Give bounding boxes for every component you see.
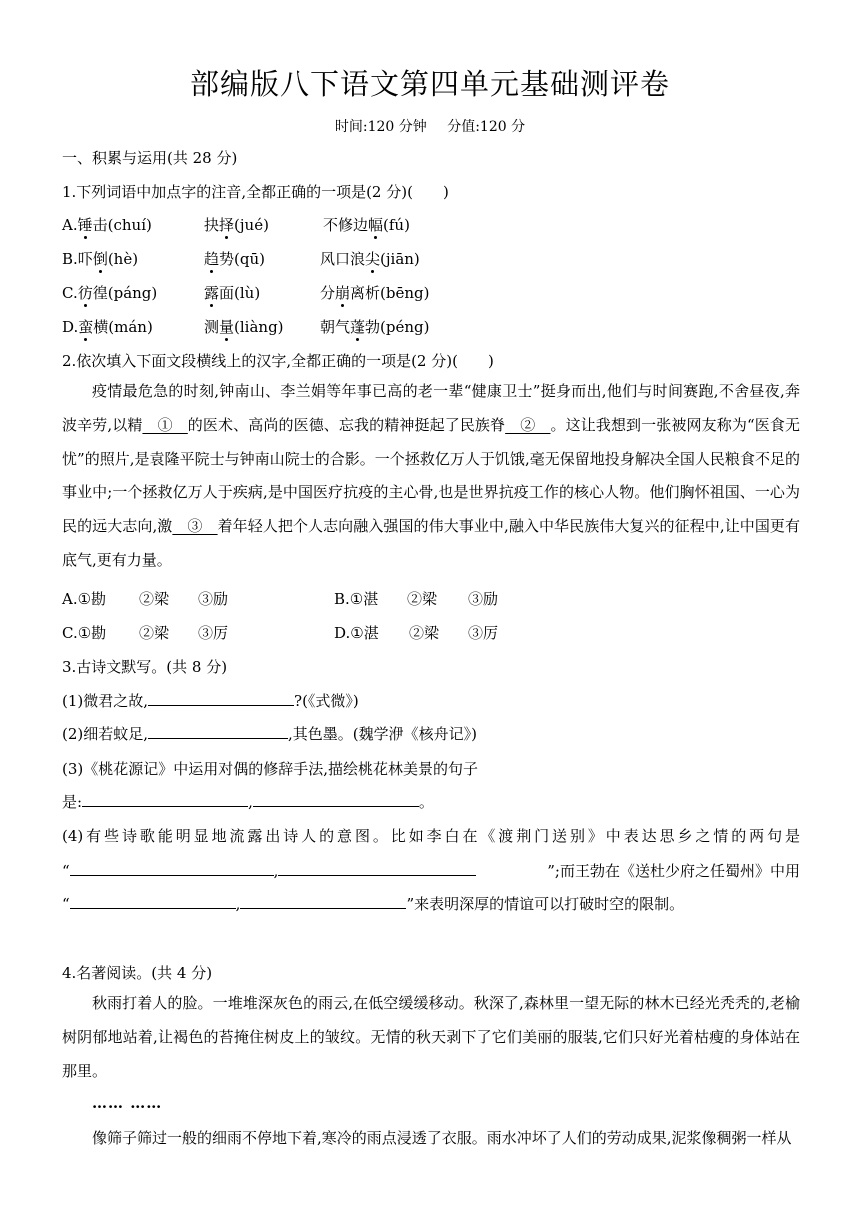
q3-item-3: (3)《桃花源记》中运用对偶的修辞手法,描绘桃花林美景的句子 — [62, 760, 479, 778]
q1-option-b-word2: 趋势(qū) — [204, 250, 265, 268]
ellipsis: …… …… — [92, 1094, 163, 1112]
q2-option-a-item2: ②梁 — [139, 590, 170, 608]
q2-option-a-item3: ③励 — [198, 590, 229, 608]
q1-option-b-word3: 风口浪尖(jiān) — [320, 250, 420, 268]
q1-option-a-word2: 抉择(jué) — [204, 216, 269, 234]
answer-blank[interactable] — [70, 860, 274, 876]
q3-stem: 3.古诗文默写。(共 8 分) — [62, 658, 228, 676]
q1-stem: 1.下列词语中加点字的注音,全都正确的一项是(2 分)( ) — [62, 183, 449, 201]
q2-option-b-item3: ③励 — [468, 590, 499, 608]
answer-blank[interactable] — [253, 791, 419, 807]
q4-stem: 4.名著阅读。(共 4 分) — [62, 964, 213, 982]
q2-option-b-item2: ②梁 — [407, 590, 438, 608]
q1-option-a-word3: 不修边幅(fú) — [323, 216, 410, 234]
q2-option-d-item3: ③厉 — [468, 624, 499, 642]
exam-meta — [0, 116, 860, 136]
q2-option-c-item2: ②梁 — [139, 624, 170, 642]
answer-blank[interactable] — [278, 860, 476, 876]
q1-option-c-word3: 分崩离析(bēng) — [320, 284, 430, 302]
answer-blank[interactable] — [82, 791, 248, 807]
answer-blank[interactable] — [148, 690, 294, 706]
q2-option-c-content: C.①勘 — [62, 624, 107, 642]
q2-stem: 2.依次填入下面文段横线上的汉字,全都正确的一项是(2 分)( ) — [62, 352, 494, 370]
q4-passage-1: 秋雨打着人的脸。一堆堆深灰色的雨云,在低空缓缓移动。秋深了,森林里一望无际的林木已经光秃秃的,老榆树阴郁地站着,让褐色的苔掩住树皮上的皱纹。无情的秋天剥下了它们美丽的服装,它们只好光着枯瘦的身体站在那里。 — [62, 994, 800, 1080]
q1-option-c-word1: C.彷徨(páng) — [62, 284, 158, 302]
blank-2[interactable]: ② — [505, 415, 551, 434]
blank-1[interactable]: ① — [142, 415, 188, 434]
exam-time: 时间:120 分钟 — [334, 119, 427, 135]
q2-option-d-content: D.①湛 — [334, 624, 379, 642]
q3-item-4-line2: “ , ”;而王勃在《送杜少府之任蜀州》中用 — [62, 862, 800, 880]
q1-option-b-word1: B.吓倒(hè) — [62, 250, 139, 268]
q4-passage-2: 像筛子筛过一般的细雨不停地下着,寒冷的雨点浸透了衣服。雨水冲坏了人们的劳动成果,泥浆像稠粥一样从 — [92, 1129, 792, 1147]
q1-option-c-word2: 露面(lù) — [204, 284, 261, 302]
answer-blank[interactable] — [240, 893, 406, 909]
page-title: 部编版八下语文第四单元基础测评卷 — [189, 67, 670, 101]
blank-3[interactable]: ③ — [172, 517, 218, 536]
q2-option-d-item2: ②梁 — [409, 624, 440, 642]
exam-score: 分值:120 分 — [447, 119, 526, 135]
q3-item-2: (2)细若蚊足, ,其色墨。(魏学洢《核舟记》) — [62, 725, 478, 743]
q1-option-d-word3: 朝气蓬勃(péng) — [320, 318, 430, 336]
q3-item-1: (1)微君之故, ?(《式微》) — [62, 692, 359, 710]
q2-option-b-content: B.①湛 — [334, 590, 379, 608]
answer-blank[interactable] — [148, 723, 288, 739]
q1-option-a-word1: A.锤击(chuí) — [62, 216, 152, 234]
q2-option-c-item3: ③厉 — [198, 624, 229, 642]
answer-blank[interactable] — [70, 893, 236, 909]
q2-passage: 疫情最危急的时刻,钟南山、李兰娟等年事已高的老一辈“健康卫士”挺身而出,他们与时间赛跑,不舍昼夜,奔波辛劳,以精 ① 的医术、高尚的医德、忘我的精神挺起了民族脊 ② 。这让我想到一张被网友称为“医食无忧”的照片,是袁隆平院士与钟南山院士的合影。一个拯救亿万人于饥饿,毫无保留地投身解决全国人民粮食不足的事业中;一个拯救亿万人于疾病,是中国医疗抗疫的主心骨,也是世界抗疫工作的核心人物。他们胸怀祖国、一心为民的远大志向,激 ③ 着年轻人把个人志向融入强国的伟大事业中,融入中华民族伟大复兴的征程中,让中国更有底气,更有力量。 — [62, 382, 800, 569]
q3-item-4-line3: “ , ”来表明深厚的情谊可以打破时空的限制。 — [62, 895, 685, 913]
section-heading: 一、积累与运用(共 28 分) — [62, 149, 238, 167]
q3-item-3-answer: 是: , 。 — [62, 793, 434, 811]
q3-item-4: (4)有些诗歌能明显地流露出诗人的意图。比如李白在《渡荆门送别》中表达思乡之情的两句是 — [62, 827, 800, 845]
q2-option-a-content: A.①勘 — [62, 590, 107, 608]
q1-option-d-word1: D.蛮横(mán) — [62, 318, 153, 336]
q1-option-d-word2: 测量(liàng) — [204, 318, 284, 336]
